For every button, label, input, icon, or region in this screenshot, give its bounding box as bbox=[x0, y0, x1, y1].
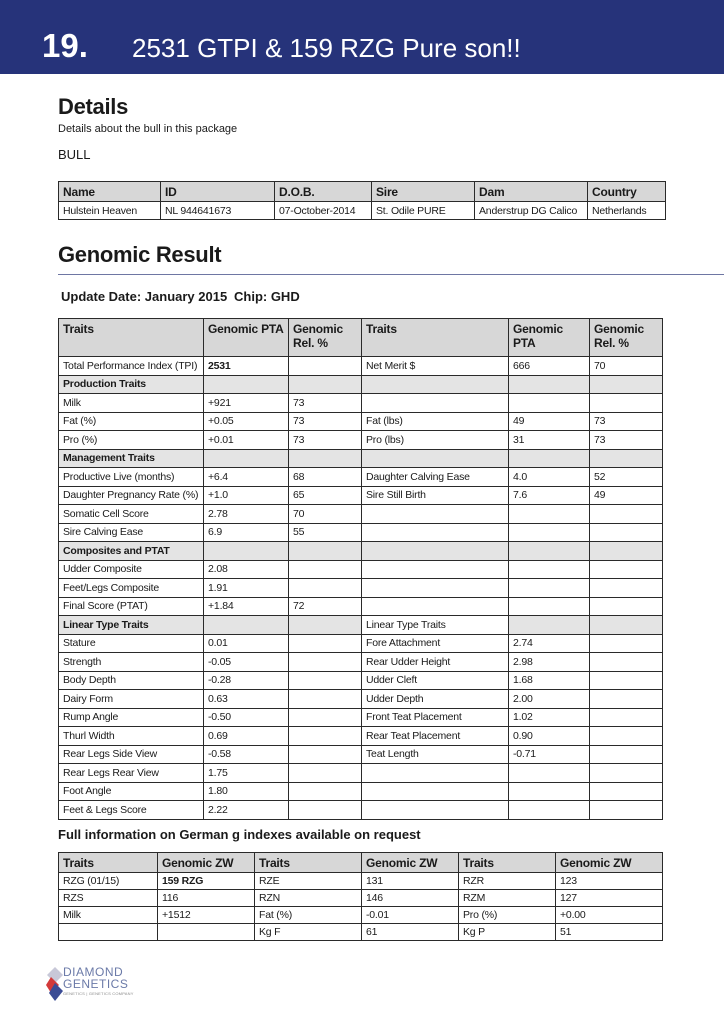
table-cell bbox=[362, 801, 509, 820]
table-row bbox=[59, 560, 663, 579]
table-cell bbox=[590, 375, 663, 394]
table-row bbox=[59, 727, 663, 746]
table-cell: Rear Legs Rear View bbox=[59, 764, 204, 783]
logo-line1: DIAMOND bbox=[63, 965, 124, 979]
section-divider bbox=[58, 274, 724, 275]
table-cell bbox=[590, 597, 663, 616]
table-row bbox=[59, 708, 663, 727]
table-cell bbox=[590, 745, 663, 764]
table-cell: Dairy Form bbox=[59, 690, 204, 709]
section-row bbox=[59, 616, 663, 635]
table-cell: 68 bbox=[289, 468, 362, 487]
table-cell: 1.75 bbox=[204, 764, 289, 783]
table-cell: Rear Legs Side View bbox=[59, 745, 204, 764]
table-cell: 6.9 bbox=[204, 523, 289, 542]
table-cell: 0.01 bbox=[204, 634, 289, 653]
table-cell: 1.80 bbox=[204, 782, 289, 801]
table-cell bbox=[289, 764, 362, 783]
table-cell bbox=[289, 671, 362, 690]
col-header: Genomic Rel. % bbox=[590, 319, 663, 357]
table-cell: 146 bbox=[362, 890, 459, 907]
col-header: Sire bbox=[372, 182, 475, 202]
page-title: 2531 GTPI & 159 RZG Pure son!! bbox=[132, 33, 521, 63]
table-cell bbox=[590, 653, 663, 672]
table-cell: Linear Type Traits bbox=[59, 616, 204, 635]
table-cell bbox=[590, 708, 663, 727]
table-cell bbox=[509, 579, 590, 598]
table-row bbox=[59, 671, 663, 690]
table-cell bbox=[289, 449, 362, 468]
table-cell bbox=[59, 924, 158, 941]
table-cell bbox=[289, 727, 362, 746]
table-cell: Body Depth bbox=[59, 671, 204, 690]
update-date: Update Date: January 2015 bbox=[61, 289, 228, 304]
table-cell: 49 bbox=[590, 486, 663, 505]
table-cell: Sire Calving Ease bbox=[59, 523, 204, 542]
table-cell: 2.78 bbox=[204, 505, 289, 524]
diamond-logo-icon bbox=[46, 965, 64, 1003]
table-cell: 666 bbox=[509, 357, 590, 376]
table-cell bbox=[590, 727, 663, 746]
col-header: Name bbox=[59, 182, 161, 202]
bull-label: BULL bbox=[58, 147, 91, 162]
table-cell bbox=[590, 616, 663, 635]
table-cell: 1.68 bbox=[509, 671, 590, 690]
table-cell: Milk bbox=[59, 907, 158, 924]
table-cell: Management Traits bbox=[59, 449, 204, 468]
table-cell: -0.05 bbox=[204, 653, 289, 672]
table-cell bbox=[289, 690, 362, 709]
table-cell bbox=[590, 690, 663, 709]
table-cell: Sire Still Birth bbox=[362, 486, 509, 505]
diamond-genetics-logo bbox=[46, 963, 136, 1005]
table-cell: Kg F bbox=[255, 924, 362, 941]
logo-tagline: GENETICS | GENETICS COMPANY bbox=[63, 991, 134, 996]
table-cell: 73 bbox=[590, 431, 663, 450]
col-header: D.O.B. bbox=[275, 182, 372, 202]
table-cell: Udder Composite bbox=[59, 560, 204, 579]
table-cell bbox=[590, 560, 663, 579]
col-header: Genomic PTA bbox=[509, 319, 590, 357]
table-cell: 0.69 bbox=[204, 727, 289, 746]
details-subtitle: Details about the bull in this package bbox=[58, 123, 238, 135]
table-cell bbox=[509, 764, 590, 783]
german-table-header bbox=[59, 853, 663, 873]
col-header: Genomic ZW bbox=[556, 853, 663, 873]
table-cell: 4.0 bbox=[509, 468, 590, 487]
table-cell bbox=[204, 542, 289, 561]
table-cell bbox=[362, 523, 509, 542]
table-cell: 2.00 bbox=[509, 690, 590, 709]
table-row bbox=[59, 357, 663, 376]
table-cell bbox=[509, 801, 590, 820]
table-cell: -0.50 bbox=[204, 708, 289, 727]
table-cell: +0.00 bbox=[556, 907, 663, 924]
table-cell: 7.6 bbox=[509, 486, 590, 505]
table-cell: Pro (lbs) bbox=[362, 431, 509, 450]
table-cell: Production Traits bbox=[59, 375, 204, 394]
table-cell: +0.05 bbox=[204, 412, 289, 431]
table-cell bbox=[590, 505, 663, 524]
table-cell: -0.01 bbox=[362, 907, 459, 924]
bull-dob: 07-October-2014 bbox=[275, 202, 372, 220]
table-cell: Rear Teat Placement bbox=[362, 727, 509, 746]
section-row bbox=[59, 449, 663, 468]
table-cell bbox=[362, 579, 509, 598]
bull-table bbox=[58, 181, 666, 220]
table-cell: 1.91 bbox=[204, 579, 289, 598]
table-cell bbox=[362, 394, 509, 413]
table-cell bbox=[509, 616, 590, 635]
table-cell bbox=[204, 375, 289, 394]
table-cell bbox=[289, 616, 362, 635]
logo-line2: GENETICS bbox=[63, 977, 129, 991]
table-cell: Daughter Calving Ease bbox=[362, 468, 509, 487]
table-cell: Productive Live (months) bbox=[59, 468, 204, 487]
table-cell bbox=[362, 782, 509, 801]
table-cell bbox=[590, 449, 663, 468]
col-header: Genomic ZW bbox=[362, 853, 459, 873]
table-cell: Final Score (PTAT) bbox=[59, 597, 204, 616]
col-header: Genomic Rel. % bbox=[289, 319, 362, 357]
table-cell: Composites and PTAT bbox=[59, 542, 204, 561]
table-row bbox=[59, 486, 663, 505]
table-cell bbox=[362, 764, 509, 783]
table-cell bbox=[362, 375, 509, 394]
table-cell: +0.01 bbox=[204, 431, 289, 450]
table-cell bbox=[289, 357, 362, 376]
lot-number: 19. bbox=[42, 27, 88, 64]
bull-dam: Anderstrup DG Calico bbox=[475, 202, 588, 220]
table-cell bbox=[289, 634, 362, 653]
table-cell: Teat Length bbox=[362, 745, 509, 764]
genomic-table-header bbox=[59, 319, 663, 357]
table-row bbox=[59, 394, 663, 413]
table-cell: 116 bbox=[158, 890, 255, 907]
table-row bbox=[59, 412, 663, 431]
table-cell: +6.4 bbox=[204, 468, 289, 487]
table-cell: Udder Depth bbox=[362, 690, 509, 709]
table-cell bbox=[509, 597, 590, 616]
table-row bbox=[59, 907, 663, 924]
col-header: Genomic PTA bbox=[204, 319, 289, 357]
table-row bbox=[59, 745, 663, 764]
table-cell: Feet/Legs Composite bbox=[59, 579, 204, 598]
table-cell bbox=[509, 505, 590, 524]
table-row bbox=[59, 523, 663, 542]
table-cell: Milk bbox=[59, 394, 204, 413]
table-cell bbox=[509, 542, 590, 561]
table-cell: Fat (lbs) bbox=[362, 412, 509, 431]
table-cell bbox=[590, 801, 663, 820]
table-cell: 51 bbox=[556, 924, 663, 941]
table-cell: Pro (%) bbox=[59, 431, 204, 450]
table-cell bbox=[590, 634, 663, 653]
table-cell: -0.58 bbox=[204, 745, 289, 764]
bull-table-header bbox=[59, 182, 666, 202]
table-cell bbox=[204, 616, 289, 635]
table-cell bbox=[289, 745, 362, 764]
table-cell: Thurl Width bbox=[59, 727, 204, 746]
table-cell bbox=[362, 505, 509, 524]
table-cell: RZE bbox=[255, 873, 362, 890]
table-cell bbox=[289, 542, 362, 561]
table-row bbox=[59, 468, 663, 487]
table-cell bbox=[509, 375, 590, 394]
table-row bbox=[59, 873, 663, 890]
col-header: Genomic ZW bbox=[158, 853, 255, 873]
table-cell: Front Teat Placement bbox=[362, 708, 509, 727]
table-cell: 2.74 bbox=[509, 634, 590, 653]
bull-sire: St. Odile PURE bbox=[372, 202, 475, 220]
table-cell bbox=[362, 449, 509, 468]
table-cell: Fat (%) bbox=[59, 412, 204, 431]
table-row bbox=[59, 634, 663, 653]
table-row bbox=[59, 505, 663, 524]
table-cell: 70 bbox=[590, 357, 663, 376]
table-cell: 0.90 bbox=[509, 727, 590, 746]
col-header: Country bbox=[588, 182, 666, 202]
col-header: Traits bbox=[459, 853, 556, 873]
table-cell bbox=[362, 597, 509, 616]
table-cell: 1.02 bbox=[509, 708, 590, 727]
table-cell: Foot Angle bbox=[59, 782, 204, 801]
table-cell: 72 bbox=[289, 597, 362, 616]
table-cell: -0.28 bbox=[204, 671, 289, 690]
table-cell: RZS bbox=[59, 890, 158, 907]
table-cell bbox=[289, 801, 362, 820]
table-cell: -0.71 bbox=[509, 745, 590, 764]
table-cell bbox=[289, 579, 362, 598]
table-cell bbox=[509, 394, 590, 413]
table-cell bbox=[289, 782, 362, 801]
table-cell bbox=[590, 764, 663, 783]
header-bar bbox=[0, 0, 724, 74]
table-cell bbox=[289, 560, 362, 579]
table-cell: 2.98 bbox=[509, 653, 590, 672]
table-cell: 73 bbox=[289, 431, 362, 450]
table-row bbox=[59, 801, 663, 820]
table-cell: 127 bbox=[556, 890, 663, 907]
table-cell: 70 bbox=[289, 505, 362, 524]
table-cell bbox=[590, 782, 663, 801]
details-heading: Details bbox=[58, 94, 129, 119]
table-cell bbox=[590, 671, 663, 690]
table-cell: +1.0 bbox=[204, 486, 289, 505]
section-row bbox=[59, 375, 663, 394]
table-cell: 52 bbox=[590, 468, 663, 487]
table-cell: Feet & Legs Score bbox=[59, 801, 204, 820]
bull-country: Netherlands bbox=[588, 202, 666, 220]
table-cell: RZG (01/15) bbox=[59, 873, 158, 890]
table-cell: Udder Cleft bbox=[362, 671, 509, 690]
table-cell: +1512 bbox=[158, 907, 255, 924]
table-cell: 2531 bbox=[204, 357, 289, 376]
table-row bbox=[59, 890, 663, 907]
col-header: Dam bbox=[475, 182, 588, 202]
table-cell: Fore Attachment bbox=[362, 634, 509, 653]
table-cell bbox=[590, 523, 663, 542]
col-header: Traits bbox=[59, 853, 158, 873]
table-cell: 159 RZG bbox=[158, 873, 255, 890]
table-cell: Fat (%) bbox=[255, 907, 362, 924]
table-cell: +1.84 bbox=[204, 597, 289, 616]
table-cell: 73 bbox=[590, 412, 663, 431]
table-row bbox=[59, 690, 663, 709]
col-header: Traits bbox=[255, 853, 362, 873]
table-cell: Kg P bbox=[459, 924, 556, 941]
german-table bbox=[58, 852, 663, 941]
table-cell: 31 bbox=[509, 431, 590, 450]
table-cell: 123 bbox=[556, 873, 663, 890]
table-cell bbox=[509, 449, 590, 468]
table-cell: 0.63 bbox=[204, 690, 289, 709]
table-cell: 49 bbox=[509, 412, 590, 431]
table-cell: RZN bbox=[255, 890, 362, 907]
table-cell: +921 bbox=[204, 394, 289, 413]
table-row bbox=[59, 924, 663, 941]
table-cell: 2.08 bbox=[204, 560, 289, 579]
table-cell: 73 bbox=[289, 412, 362, 431]
table-cell bbox=[590, 542, 663, 561]
table-cell bbox=[289, 708, 362, 727]
table-cell: 2.22 bbox=[204, 801, 289, 820]
table-cell bbox=[590, 579, 663, 598]
col-header: Traits bbox=[362, 319, 509, 357]
table-cell bbox=[509, 560, 590, 579]
col-header: ID bbox=[161, 182, 275, 202]
table-cell: Pro (%) bbox=[459, 907, 556, 924]
table-cell: Strength bbox=[59, 653, 204, 672]
table-row bbox=[59, 579, 663, 598]
table-cell: Daughter Pregnancy Rate (%) bbox=[59, 486, 204, 505]
table-cell: Linear Type Traits bbox=[362, 616, 509, 635]
table-cell bbox=[289, 653, 362, 672]
table-cell: Net Merit $ bbox=[362, 357, 509, 376]
table-cell: Stature bbox=[59, 634, 204, 653]
table-cell: Somatic Cell Score bbox=[59, 505, 204, 524]
bull-name: Hulstein Heaven bbox=[59, 202, 161, 220]
table-cell: Rear Udder Height bbox=[362, 653, 509, 672]
table-cell bbox=[289, 375, 362, 394]
chip-info: Chip: GHD bbox=[234, 289, 300, 304]
table-cell: 61 bbox=[362, 924, 459, 941]
german-heading: Full information on German g indexes available on request bbox=[58, 827, 421, 842]
table-cell: RZR bbox=[459, 873, 556, 890]
table-cell: 55 bbox=[289, 523, 362, 542]
genomic-table bbox=[58, 318, 663, 820]
table-cell bbox=[509, 782, 590, 801]
table-cell bbox=[362, 560, 509, 579]
table-cell bbox=[590, 394, 663, 413]
table-cell: 65 bbox=[289, 486, 362, 505]
genomic-heading: Genomic Result bbox=[58, 242, 222, 267]
table-cell bbox=[362, 542, 509, 561]
table-row bbox=[59, 653, 663, 672]
table-row bbox=[59, 597, 663, 616]
table-cell: Total Performance Index (TPI) bbox=[59, 357, 204, 376]
table-cell bbox=[158, 924, 255, 941]
table-row bbox=[59, 202, 666, 220]
table-cell: 73 bbox=[289, 394, 362, 413]
table-row bbox=[59, 782, 663, 801]
table-cell: 131 bbox=[362, 873, 459, 890]
table-cell bbox=[509, 523, 590, 542]
bull-id: NL 944641673 bbox=[161, 202, 275, 220]
table-cell: RZM bbox=[459, 890, 556, 907]
col-header: Traits bbox=[59, 319, 204, 357]
table-row bbox=[59, 431, 663, 450]
section-row bbox=[59, 542, 663, 561]
table-cell bbox=[204, 449, 289, 468]
table-cell: Rump Angle bbox=[59, 708, 204, 727]
table-row bbox=[59, 764, 663, 783]
